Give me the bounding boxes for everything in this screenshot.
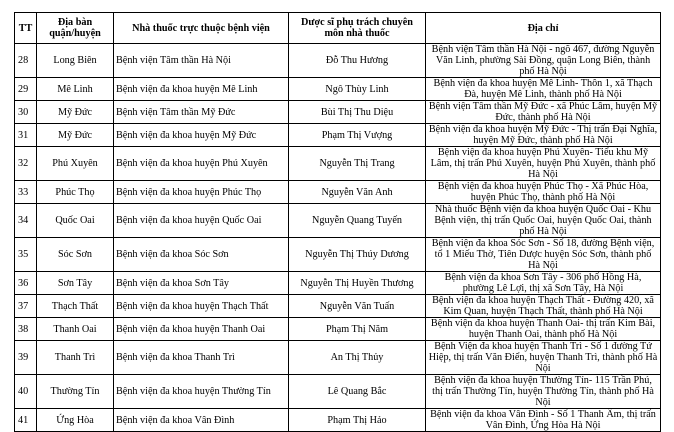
pharmacist-cell: An Thị Thủy	[289, 341, 426, 375]
pharmacist-cell: Nguyễn Thị Huyền Thương	[289, 272, 426, 295]
area-cell: Thạch Thất	[37, 295, 114, 318]
row-number: 31	[15, 124, 37, 147]
table-row	[15, 147, 661, 181]
address-cell: Bệnh viện đa khoa huyện Thanh Oai- thị trấn Kim Bài, huyện Thanh Oai, thành phố Hà Nội	[426, 318, 661, 341]
pharmacy-name-cell: Bệnh viện Tâm thần Hà Nội	[114, 44, 289, 78]
row-number: 29	[15, 78, 37, 101]
pharmacy-name-cell: Bệnh viện đa khoa huyện Thạch Thất	[114, 295, 289, 318]
row-number: 28	[15, 44, 37, 78]
table-row	[15, 318, 661, 341]
area-cell: Phú Xuyên	[37, 147, 114, 181]
address-cell: Bệnh viện đa khoa Sóc Sơn - Số 18, đường Bệnh viện, tổ 1 Miếu Thờ, Tiên Dược huyện Sóc Sơn, thành phố Hà Nội	[426, 238, 661, 272]
pharmacist-cell: Lê Quang Bắc	[289, 375, 426, 409]
pharmacy-name-cell: Bệnh viện Tâm thần Mỹ Đức	[114, 101, 289, 124]
address-cell: Bệnh viện đa khoa huyện Phú Xuyên- Tiểu khu Mỹ Lâm, thị trấn Phú Xuyên, huyện Phú Xuyên, thành phố Hà Nội	[426, 147, 661, 181]
table-row	[15, 272, 661, 295]
pharmacist-cell: Nguyễn Quang Tuyến	[289, 204, 426, 238]
table-row	[15, 295, 661, 318]
table-row	[15, 341, 661, 375]
header-pharmacist: Dược sĩ phụ trách chuyên môn nhà thuốc	[289, 13, 426, 44]
table-row	[15, 238, 661, 272]
address-cell: Bệnh viện đa khoa huyện Thường Tín- 115 Trần Phú, thị trấn Thường Tín, huyện Thường Tín, thành phố Hà Nội	[426, 375, 661, 409]
pharmacy-name-cell: Bệnh viện đa khoa huyện Phúc Thọ	[114, 181, 289, 204]
document-page	[14, 12, 660, 432]
table-row	[15, 101, 661, 124]
address-cell: Bệnh viện Tâm thần Hà Nội - ngõ 467, đường Nguyễn Văn Linh, phường Sài Đồng, quận Long Biên, thành phố Hà Nội	[426, 44, 661, 78]
pharmacist-cell: Nguyễn Văn Tuấn	[289, 295, 426, 318]
pharmacy-name-cell: Bệnh viện đa khoa huyện Quốc Oai	[114, 204, 289, 238]
table-row	[15, 409, 661, 432]
pharmacist-cell: Ngô Thùy Linh	[289, 78, 426, 101]
area-cell: Mỹ Đức	[37, 124, 114, 147]
table-row	[15, 181, 661, 204]
table-row	[15, 204, 661, 238]
row-number: 38	[15, 318, 37, 341]
header-address: Địa chỉ	[426, 13, 661, 44]
row-number: 39	[15, 341, 37, 375]
area-cell: Mỹ Đức	[37, 101, 114, 124]
area-cell: Long Biên	[37, 44, 114, 78]
address-cell: Bệnh viện đa khoa huyện Mỹ Đức - Thị trấn Đại Nghĩa, huyện Mỹ Đức, thành phố Hà Nội	[426, 124, 661, 147]
pharmacist-cell: Đỗ Thu Hương	[289, 44, 426, 78]
address-cell: Nhà thuốc Bệnh viện đa khoa huyện Quốc Oai - Khu Bệnh viện, thị trấn Quốc Oai, huyện Quốc Oai, thành phố Hà Nội	[426, 204, 661, 238]
pharmacist-cell: Phạm Thị Hảo	[289, 409, 426, 432]
row-number: 32	[15, 147, 37, 181]
table-row	[15, 124, 661, 147]
address-cell: Bệnh viện đa khoa huyện Thạch Thất - Đường 420, xã Kim Quan, huyện Thạch Thất, thành phố Hà Nội	[426, 295, 661, 318]
pharmacy-name-cell: Bệnh viện đa khoa huyện Thường Tín	[114, 375, 289, 409]
address-cell: Bệnh viện Tâm thần Mỹ Đức - xã Phúc Lâm, huyện Mỹ Đức, thành phố Hà Nội	[426, 101, 661, 124]
address-cell: Bệnh viện đa khoa Sơn Tây - 306 phố Hồng Hà, phường Lê Lợi, thị xã Sơn Tây, Hà Nội	[426, 272, 661, 295]
table-row	[15, 78, 661, 101]
row-number: 41	[15, 409, 37, 432]
row-number: 30	[15, 101, 37, 124]
pharmacy-name-cell: Bệnh viện đa khoa Sơn Tây	[114, 272, 289, 295]
pharmacy-name-cell: Bệnh viện đa khoa huyện Thanh Oai	[114, 318, 289, 341]
table-row	[15, 375, 661, 409]
row-number: 36	[15, 272, 37, 295]
pharmacy-name-cell: Bệnh viện đa khoa Vân Đình	[114, 409, 289, 432]
area-cell: Mê Linh	[37, 78, 114, 101]
pharmacist-cell: Nguyễn Thị Trang	[289, 147, 426, 181]
row-number: 35	[15, 238, 37, 272]
area-cell: Thanh Trì	[37, 341, 114, 375]
address-cell: Bệnh viện đa khoa Vân Đình - Số 1 Thanh Âm, thị trấn Vân Đình, Ứng Hòa Hà Nội	[426, 409, 661, 432]
pharmacy-name-cell: Bệnh viện đa khoa Thanh Trì	[114, 341, 289, 375]
area-cell: Thanh Oai	[37, 318, 114, 341]
address-cell: Bệnh viện đa khoa huyện Phúc Thọ - Xã Phúc Hòa, huyện Phúc Thọ, thành phố Hà Nội	[426, 181, 661, 204]
pharmacist-cell: Bùi Thị Thu Diệu	[289, 101, 426, 124]
table-row	[15, 44, 661, 78]
row-number: 37	[15, 295, 37, 318]
pharmacy-name-cell: Bệnh viện đa khoa Sóc Sơn	[114, 238, 289, 272]
area-cell: Quốc Oai	[37, 204, 114, 238]
pharmacist-cell: Phạm Thị Năm	[289, 318, 426, 341]
row-number: 40	[15, 375, 37, 409]
address-cell: Bệnh viện đa khoa huyện Mê Linh- Thôn 1, xã Thạch Đà, huyện Mê Linh, thành phố Hà Nội	[426, 78, 661, 101]
pharmacy-table	[14, 12, 661, 432]
pharmacist-cell: Nguyễn Văn Anh	[289, 181, 426, 204]
pharmacist-cell: Nguyễn Thị Thúy Dương	[289, 238, 426, 272]
area-cell: Ứng Hòa	[37, 409, 114, 432]
address-cell: Bệnh Viện đa khoa huyện Thanh Trì - Số 1 đường Tứ Hiệp, thị trấn Văn Điển, huyện Thanh Trì, thành phố Hà Nội	[426, 341, 661, 375]
pharmacy-name-cell: Bệnh viện đa khoa huyện Phú Xuyên	[114, 147, 289, 181]
area-cell: Sóc Sơn	[37, 238, 114, 272]
table-body	[15, 44, 661, 432]
pharmacy-name-cell: Bệnh viện đa khoa huyện Mỹ Đức	[114, 124, 289, 147]
row-number: 34	[15, 204, 37, 238]
table-header-row	[15, 13, 661, 44]
area-cell: Thường Tín	[37, 375, 114, 409]
pharmacist-cell: Phạm Thị Vượng	[289, 124, 426, 147]
area-cell: Sơn Tây	[37, 272, 114, 295]
header-pharmacy: Nhà thuốc trực thuộc bệnh viện	[114, 13, 289, 44]
header-area: Địa bàn quận/huyện	[37, 13, 114, 44]
row-number: 33	[15, 181, 37, 204]
pharmacy-name-cell: Bệnh viện đa khoa huyện Mê Linh	[114, 78, 289, 101]
area-cell: Phúc Thọ	[37, 181, 114, 204]
header-tt: TT	[15, 13, 37, 44]
